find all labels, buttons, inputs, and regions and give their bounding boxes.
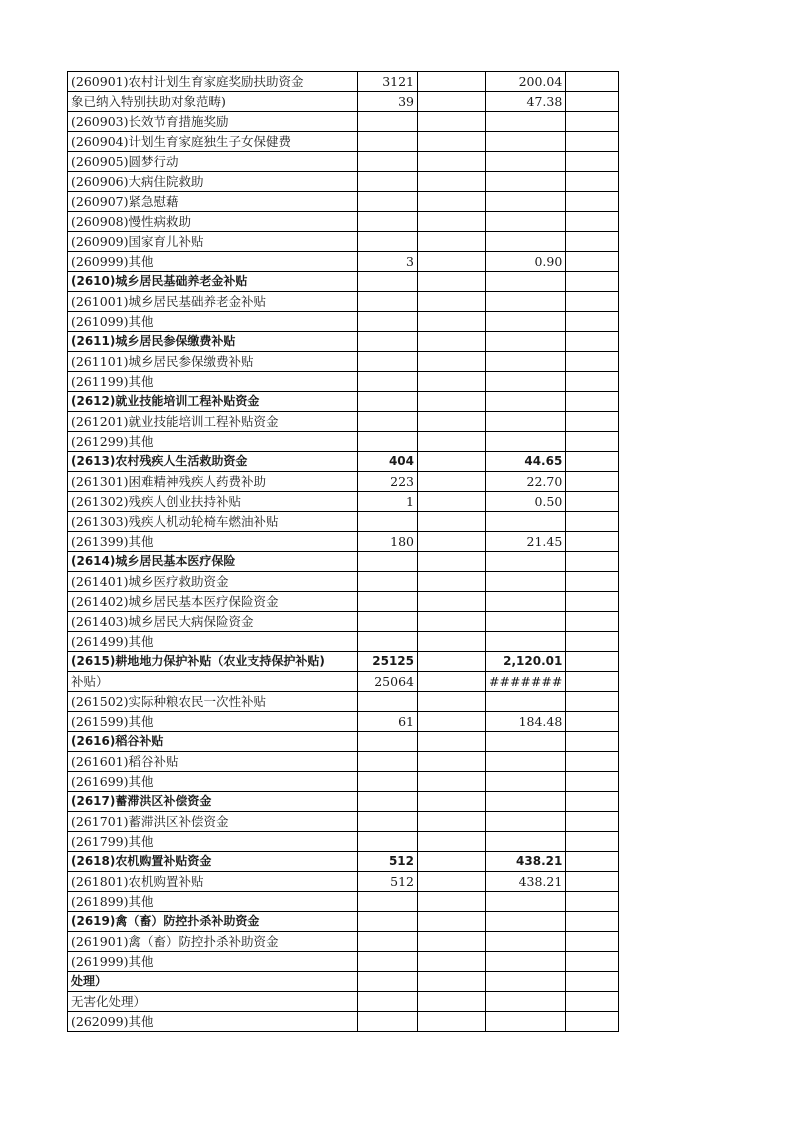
empty-cell	[418, 232, 486, 252]
amount-cell: 2,120.01	[486, 652, 566, 672]
empty-cell	[418, 472, 486, 492]
empty-cell	[566, 392, 619, 412]
item-label-cell: (2610)城乡居民基础养老金补贴	[68, 272, 358, 292]
table-row	[68, 572, 619, 592]
empty-cell	[418, 892, 486, 912]
item-label-cell: (261499)其他	[68, 632, 358, 652]
empty-cell	[566, 152, 619, 172]
empty-cell	[566, 272, 619, 292]
count-cell	[358, 112, 418, 132]
table-row	[68, 672, 619, 692]
table-row	[68, 592, 619, 612]
count-cell: 223	[358, 472, 418, 492]
empty-cell	[418, 212, 486, 232]
table-row	[68, 992, 619, 1012]
empty-cell	[418, 692, 486, 712]
table-row	[68, 172, 619, 192]
count-cell	[358, 692, 418, 712]
item-label-cell: (260901)农村计划生育家庭奖励扶助资金	[68, 72, 358, 92]
count-cell: 512	[358, 852, 418, 872]
table-row	[68, 1012, 619, 1032]
count-cell: 25064	[358, 672, 418, 692]
item-label-cell: (261401)城乡医疗救助资金	[68, 572, 358, 592]
item-label-cell: (2612)就业技能培训工程补贴资金	[68, 392, 358, 412]
table-row	[68, 112, 619, 132]
empty-cell	[418, 392, 486, 412]
count-cell	[358, 952, 418, 972]
empty-cell	[566, 792, 619, 812]
table-row	[68, 932, 619, 952]
item-label-cell: (261201)就业技能培训工程补贴资金	[68, 412, 358, 432]
item-label-cell: (2614)城乡居民基本医疗保险	[68, 552, 358, 572]
item-label-cell: (261303)残疾人机动轮椅车燃油补贴	[68, 512, 358, 532]
item-label-cell: (261099)其他	[68, 312, 358, 332]
item-label-cell: (261302)残疾人创业扶持补贴	[68, 492, 358, 512]
category-row	[68, 792, 619, 812]
empty-cell	[566, 772, 619, 792]
count-cell	[358, 832, 418, 852]
empty-cell	[418, 972, 486, 992]
count-cell	[358, 972, 418, 992]
amount-cell	[486, 232, 566, 252]
empty-cell	[566, 72, 619, 92]
count-cell: 404	[358, 452, 418, 472]
empty-cell	[418, 592, 486, 612]
table-row	[68, 92, 619, 112]
empty-cell	[566, 652, 619, 672]
amount-cell	[486, 692, 566, 712]
amount-cell	[486, 612, 566, 632]
table-row	[68, 612, 619, 632]
item-label-cell: (261399)其他	[68, 532, 358, 552]
table-row	[68, 132, 619, 152]
amount-cell: 200.04	[486, 72, 566, 92]
amount-cell	[486, 952, 566, 972]
item-label-cell: (2618)农机购置补贴资金	[68, 852, 358, 872]
empty-cell	[566, 452, 619, 472]
table-row	[68, 292, 619, 312]
amount-cell	[486, 512, 566, 532]
empty-cell	[418, 992, 486, 1012]
table-row	[68, 212, 619, 232]
empty-cell	[418, 652, 486, 672]
category-row	[68, 272, 619, 292]
table-row	[68, 512, 619, 532]
amount-cell: #######	[486, 672, 566, 692]
count-cell	[358, 392, 418, 412]
subsidy-table	[67, 71, 619, 1032]
amount-cell	[486, 432, 566, 452]
empty-cell	[566, 752, 619, 772]
empty-cell	[566, 212, 619, 232]
count-cell	[358, 512, 418, 532]
count-cell	[358, 312, 418, 332]
category-row	[68, 332, 619, 352]
count-cell	[358, 152, 418, 172]
empty-cell	[418, 852, 486, 872]
table-row	[68, 492, 619, 512]
count-cell: 512	[358, 872, 418, 892]
amount-cell	[486, 732, 566, 752]
item-label-cell: (261699)其他	[68, 772, 358, 792]
empty-cell	[418, 512, 486, 532]
empty-cell	[418, 172, 486, 192]
table-row	[68, 372, 619, 392]
count-cell	[358, 132, 418, 152]
empty-cell	[418, 712, 486, 732]
empty-cell	[418, 552, 486, 572]
table-row	[68, 832, 619, 852]
count-cell	[358, 272, 418, 292]
amount-cell	[486, 172, 566, 192]
item-label-cell: (260904)计划生育家庭独生子女保健费	[68, 132, 358, 152]
count-cell	[358, 912, 418, 932]
empty-cell	[566, 192, 619, 212]
empty-cell	[418, 92, 486, 112]
amount-cell	[486, 1012, 566, 1032]
item-label-cell: (2615)耕地地力保护补贴（农业支持保护补贴)	[68, 652, 358, 672]
table-row	[68, 232, 619, 252]
empty-cell	[566, 672, 619, 692]
item-label-cell: (261402)城乡居民基本医疗保险资金	[68, 592, 358, 612]
item-label-cell: 无害化处理）	[68, 992, 358, 1012]
empty-cell	[566, 292, 619, 312]
amount-cell	[486, 152, 566, 172]
item-label-cell: (261101)城乡居民参保缴费补贴	[68, 352, 358, 372]
count-cell	[358, 632, 418, 652]
amount-cell	[486, 812, 566, 832]
empty-cell	[418, 732, 486, 752]
item-label-cell: (2611)城乡居民参保缴费补贴	[68, 332, 358, 352]
item-label-cell: (260907)紧急慰藉	[68, 192, 358, 212]
item-label-cell: (260905)圆梦行动	[68, 152, 358, 172]
empty-cell	[566, 532, 619, 552]
empty-cell	[566, 352, 619, 372]
amount-cell	[486, 212, 566, 232]
empty-cell	[566, 552, 619, 572]
empty-cell	[566, 372, 619, 392]
amount-cell: 0.50	[486, 492, 566, 512]
amount-cell	[486, 892, 566, 912]
count-cell: 3121	[358, 72, 418, 92]
empty-cell	[566, 512, 619, 532]
empty-cell	[418, 352, 486, 372]
count-cell	[358, 332, 418, 352]
amount-cell	[486, 792, 566, 812]
empty-cell	[418, 532, 486, 552]
empty-cell	[566, 1012, 619, 1032]
table-row	[68, 72, 619, 92]
item-label-cell: (261502)实际种粮农民一次性补贴	[68, 692, 358, 712]
item-label-cell: 象已纳入特别扶助对象范畴)	[68, 92, 358, 112]
count-cell	[358, 892, 418, 912]
amount-cell	[486, 932, 566, 952]
count-cell	[358, 792, 418, 812]
empty-cell	[418, 492, 486, 512]
amount-cell	[486, 772, 566, 792]
empty-cell	[418, 272, 486, 292]
count-cell: 1	[358, 492, 418, 512]
category-row	[68, 852, 619, 872]
empty-cell	[566, 912, 619, 932]
empty-cell	[566, 412, 619, 432]
table-row	[68, 712, 619, 732]
empty-cell	[566, 632, 619, 652]
empty-cell	[566, 172, 619, 192]
item-label-cell: (261701)蓄滞洪区补偿资金	[68, 812, 358, 832]
table-row	[68, 892, 619, 912]
amount-cell	[486, 832, 566, 852]
amount-cell: 21.45	[486, 532, 566, 552]
count-cell	[358, 352, 418, 372]
amount-cell	[486, 132, 566, 152]
table-row	[68, 352, 619, 372]
empty-cell	[566, 232, 619, 252]
amount-cell	[486, 272, 566, 292]
empty-cell	[566, 692, 619, 712]
empty-cell	[418, 752, 486, 772]
count-cell	[358, 992, 418, 1012]
item-label-cell: (261301)困难精神残疾人药费补助	[68, 472, 358, 492]
category-row	[68, 972, 619, 992]
empty-cell	[418, 912, 486, 932]
table-row	[68, 192, 619, 212]
item-label-cell: (260999)其他	[68, 252, 358, 272]
count-cell: 39	[358, 92, 418, 112]
empty-cell	[418, 412, 486, 432]
amount-cell	[486, 392, 566, 412]
item-label-cell: (261899)其他	[68, 892, 358, 912]
table-row	[68, 812, 619, 832]
empty-cell	[418, 812, 486, 832]
amount-cell	[486, 912, 566, 932]
item-label-cell: (261001)城乡居民基础养老金补贴	[68, 292, 358, 312]
empty-cell	[566, 712, 619, 732]
item-label-cell: (261199)其他	[68, 372, 358, 392]
empty-cell	[418, 952, 486, 972]
empty-cell	[566, 612, 619, 632]
table-row	[68, 752, 619, 772]
item-label-cell: (260903)长效节育措施奖励	[68, 112, 358, 132]
count-cell	[358, 552, 418, 572]
amount-cell: 438.21	[486, 872, 566, 892]
empty-cell	[566, 132, 619, 152]
item-label-cell: (260908)慢性病救助	[68, 212, 358, 232]
amount-cell	[486, 972, 566, 992]
amount-cell	[486, 292, 566, 312]
empty-cell	[418, 612, 486, 632]
empty-cell	[566, 92, 619, 112]
table-row	[68, 872, 619, 892]
count-cell	[358, 732, 418, 752]
table-row	[68, 252, 619, 272]
count-cell	[358, 772, 418, 792]
item-label-cell: (261599)其他	[68, 712, 358, 732]
amount-cell	[486, 412, 566, 432]
empty-cell	[418, 832, 486, 852]
count-cell	[358, 752, 418, 772]
table-row	[68, 532, 619, 552]
item-label-cell: (261601)稻谷补贴	[68, 752, 358, 772]
empty-cell	[418, 152, 486, 172]
empty-cell	[566, 992, 619, 1012]
count-cell	[358, 432, 418, 452]
empty-cell	[566, 312, 619, 332]
table-row	[68, 432, 619, 452]
table-row	[68, 152, 619, 172]
amount-cell	[486, 112, 566, 132]
empty-cell	[418, 572, 486, 592]
empty-cell	[566, 832, 619, 852]
table-row	[68, 772, 619, 792]
amount-cell	[486, 632, 566, 652]
empty-cell	[418, 672, 486, 692]
count-cell	[358, 212, 418, 232]
amount-cell: 0.90	[486, 252, 566, 272]
count-cell	[358, 592, 418, 612]
amount-cell	[486, 192, 566, 212]
count-cell	[358, 612, 418, 632]
empty-cell	[566, 572, 619, 592]
amount-cell	[486, 992, 566, 1012]
empty-cell	[418, 1012, 486, 1032]
amount-cell	[486, 372, 566, 392]
count-cell	[358, 192, 418, 212]
count-cell	[358, 932, 418, 952]
count-cell	[358, 812, 418, 832]
item-label-cell: (261799)其他	[68, 832, 358, 852]
item-label-cell: (262099)其他	[68, 1012, 358, 1032]
empty-cell	[418, 132, 486, 152]
empty-cell	[418, 292, 486, 312]
category-row	[68, 552, 619, 572]
empty-cell	[566, 432, 619, 452]
empty-cell	[418, 112, 486, 132]
empty-cell	[566, 812, 619, 832]
empty-cell	[418, 332, 486, 352]
count-cell: 25125	[358, 652, 418, 672]
amount-cell: 47.38	[486, 92, 566, 112]
table-row	[68, 312, 619, 332]
empty-cell	[566, 952, 619, 972]
amount-cell: 44.65	[486, 452, 566, 472]
count-cell: 180	[358, 532, 418, 552]
count-cell	[358, 1012, 418, 1032]
empty-cell	[566, 892, 619, 912]
item-label-cell: (260909)国家育儿补贴	[68, 232, 358, 252]
empty-cell	[566, 112, 619, 132]
empty-cell	[566, 592, 619, 612]
subsidy-table-body	[68, 72, 619, 1032]
item-label-cell: (261299)其他	[68, 432, 358, 452]
empty-cell	[418, 632, 486, 652]
empty-cell	[566, 332, 619, 352]
amount-cell: 22.70	[486, 472, 566, 492]
amount-cell	[486, 332, 566, 352]
amount-cell: 438.21	[486, 852, 566, 872]
amount-cell	[486, 352, 566, 372]
count-cell	[358, 232, 418, 252]
amount-cell	[486, 752, 566, 772]
empty-cell	[566, 932, 619, 952]
count-cell	[358, 412, 418, 432]
item-label-cell: (2613)农村残疾人生活救助资金	[68, 452, 358, 472]
item-label-cell: 处理）	[68, 972, 358, 992]
empty-cell	[418, 872, 486, 892]
table-row	[68, 632, 619, 652]
empty-cell	[566, 472, 619, 492]
count-cell: 61	[358, 712, 418, 732]
empty-cell	[418, 372, 486, 392]
empty-cell	[418, 792, 486, 812]
item-label-cell: (261901)禽（畜）防控扑杀补助资金	[68, 932, 358, 952]
category-row	[68, 452, 619, 472]
amount-cell	[486, 592, 566, 612]
empty-cell	[418, 932, 486, 952]
empty-cell	[418, 252, 486, 272]
table-row	[68, 412, 619, 432]
item-label-cell: (2616)稻谷补贴	[68, 732, 358, 752]
count-cell	[358, 572, 418, 592]
table-row	[68, 952, 619, 972]
amount-cell: 184.48	[486, 712, 566, 732]
table-row	[68, 472, 619, 492]
category-row	[68, 912, 619, 932]
amount-cell	[486, 572, 566, 592]
item-label-cell: 补贴）	[68, 672, 358, 692]
empty-cell	[418, 432, 486, 452]
empty-cell	[418, 312, 486, 332]
amount-cell	[486, 552, 566, 572]
empty-cell	[418, 452, 486, 472]
item-label-cell: (261403)城乡居民大病保险资金	[68, 612, 358, 632]
empty-cell	[566, 732, 619, 752]
empty-cell	[566, 252, 619, 272]
count-cell	[358, 292, 418, 312]
item-label-cell: (260906)大病住院救助	[68, 172, 358, 192]
empty-cell	[566, 852, 619, 872]
category-row	[68, 732, 619, 752]
item-label-cell: (261999)其他	[68, 952, 358, 972]
amount-cell	[486, 312, 566, 332]
category-row	[68, 392, 619, 412]
empty-cell	[418, 192, 486, 212]
count-cell: 3	[358, 252, 418, 272]
table-row	[68, 692, 619, 712]
item-label-cell: (2617)蓄滞洪区补偿资金	[68, 792, 358, 812]
empty-cell	[566, 492, 619, 512]
empty-cell	[566, 972, 619, 992]
item-label-cell: (2619)禽（畜）防控扑杀补助资金	[68, 912, 358, 932]
item-label-cell: (261801)农机购置补贴	[68, 872, 358, 892]
empty-cell	[418, 72, 486, 92]
count-cell	[358, 172, 418, 192]
empty-cell	[418, 772, 486, 792]
category-row	[68, 652, 619, 672]
count-cell	[358, 372, 418, 392]
empty-cell	[566, 872, 619, 892]
